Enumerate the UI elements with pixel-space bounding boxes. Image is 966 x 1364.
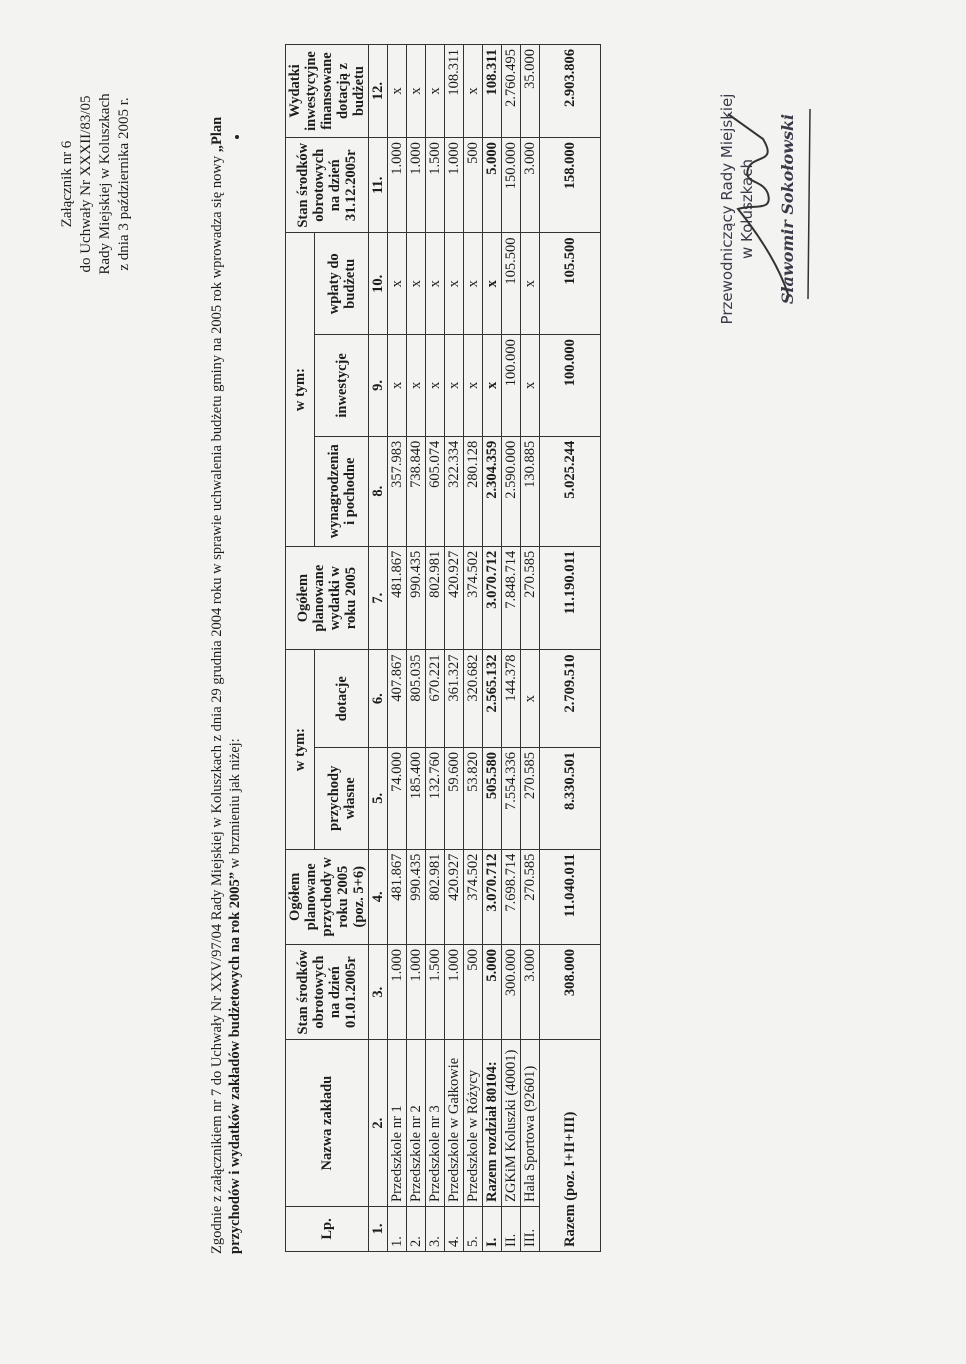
resolution-number: do Uchwały Nr XXXII/83/05 (78, 95, 94, 273)
row-cell-c7: 802.981 (426, 546, 445, 650)
total-cell-c7: 11.190.011 (540, 546, 601, 650)
row-cell-c9: x (426, 335, 445, 437)
row-cell-c9: x (388, 335, 407, 437)
row-cell-c7: 481.867 (388, 546, 407, 650)
row-name: Hala Sportowa (92601) (521, 1040, 540, 1207)
row-cell-c9: x (464, 335, 483, 437)
row-cell-c3: 5.000 (483, 944, 502, 1039)
col-inwestycje: inwestycje (315, 335, 369, 437)
attachment-header (58, 64, 134, 304)
table-row (407, 45, 426, 1252)
row-cell-c12: 35.000 (521, 45, 540, 138)
row-cell-c5: 270.585 (521, 747, 540, 849)
budget-plan-table (285, 44, 601, 1252)
row-cell-c11: 150.000 (502, 138, 521, 233)
total-cell-c10: 105.500 (540, 233, 601, 335)
signature-place: w Koluszkach (738, 158, 756, 260)
colnum: 1. (369, 1206, 388, 1251)
col-stan-end: Stan środków obrotowych na dzień 31.12.2005r (286, 138, 369, 233)
row-cell-c9: x (483, 335, 502, 437)
row-cell-c12: x (464, 45, 483, 138)
row-cell-c10: x (388, 233, 407, 335)
colnum: 5. (369, 747, 388, 849)
colnum: 9. (369, 335, 388, 437)
row-cell-c6: 361.327 (445, 650, 464, 747)
row-lp: 4. (445, 1206, 464, 1251)
row-cell-c5: 59.600 (445, 747, 464, 849)
colnum: 12. (369, 45, 388, 138)
table-row (464, 45, 483, 1252)
col-dotacje: dotacje (315, 650, 369, 747)
col-wplaty: wpłaty do budżetu (315, 233, 369, 335)
row-cell-c8: 2.304.359 (483, 436, 502, 546)
row-lp: III. (521, 1206, 540, 1251)
colnum: 6. (369, 650, 388, 747)
row-cell-c4: 374.502 (464, 849, 483, 944)
col-lp: Lp. (286, 1206, 369, 1251)
col-group-wydatki: w tym: (286, 233, 315, 546)
row-cell-c10: x (407, 233, 426, 335)
row-name: Przedszkole nr 3 (426, 1040, 445, 1207)
col-wydatki-total: Ogółem planowane wydatki w roku 2005 (286, 546, 369, 650)
row-cell-c4: 3.070.712 (483, 849, 502, 944)
row-cell-c3: 1.000 (388, 944, 407, 1039)
row-cell-c5: 7.554.336 (502, 747, 521, 849)
column-number-row (369, 45, 388, 1252)
row-cell-c3: 500 (464, 944, 483, 1039)
row-cell-c7: 420.927 (445, 546, 464, 650)
col-wydatki-inwest: Wydatki inwestycyjne finansowane dotacją z budżetu (286, 45, 369, 138)
row-cell-c11: 5.000 (483, 138, 502, 233)
row-cell-c7: 990.435 (407, 546, 426, 650)
row-cell-c6: 2.565.132 (483, 650, 502, 747)
intro-tail: w brzmieniu jak niżej: (227, 738, 243, 872)
col-przychody-total: Ogółem planowane przychody w roku 2005 (poz. 5+6) (286, 849, 369, 944)
table-row (521, 45, 540, 1252)
total-row (540, 45, 601, 1252)
row-cell-c8: 605.074 (426, 436, 445, 546)
row-cell-c11: 1.000 (445, 138, 464, 233)
colnum: 8. (369, 436, 388, 546)
row-cell-c6: 670.221 (426, 650, 445, 747)
row-cell-c10: x (464, 233, 483, 335)
row-cell-c11: 1.000 (407, 138, 426, 233)
colnum: 2. (369, 1040, 388, 1207)
col-przychody-wlasne: przychody własne (315, 747, 369, 849)
colnum: 7. (369, 546, 388, 650)
row-cell-c7: 374.502 (464, 546, 483, 650)
council-name: Rady Miejskiej w Koluszkach (97, 93, 113, 275)
total-label: Razem (poz. I+II+III) (540, 1040, 601, 1252)
row-cell-c10: x (426, 233, 445, 335)
row-cell-c9: x (521, 335, 540, 437)
row-cell-c10: x (483, 233, 502, 335)
row-cell-c5: 505.580 (483, 747, 502, 849)
colnum: 4. (369, 849, 388, 944)
row-cell-c12: 2.760.495 (502, 45, 521, 138)
row-cell-c9: 100.000 (502, 335, 521, 437)
row-cell-c3: 1.000 (407, 944, 426, 1039)
row-cell-c4: 420.927 (445, 849, 464, 944)
row-cell-c12: 108.311 (445, 45, 464, 138)
row-cell-c4: 481.867 (388, 849, 407, 944)
row-cell-c8: 130.885 (521, 436, 540, 546)
row-lp: 5. (464, 1206, 483, 1251)
table-row (388, 45, 407, 1252)
attachment-number: Załącznik nr 6 (59, 140, 75, 228)
plan-title: „Plan przychodów i wydatków zakładów budżetowych na rok 2005” (209, 116, 243, 1254)
row-cell-c12: 108.311 (483, 45, 502, 138)
row-cell-c4: 7.698.714 (502, 849, 521, 944)
colnum: 10. (369, 233, 388, 335)
total-cell-c12: 2.903.806 (540, 45, 601, 138)
colnum: 11. (369, 138, 388, 233)
row-cell-c12: x (426, 45, 445, 138)
row-cell-c10: x (521, 233, 540, 335)
table-row (483, 45, 502, 1252)
intro-paragraph (208, 74, 244, 1254)
row-cell-c11: 1.500 (426, 138, 445, 233)
row-cell-c11: 3.000 (521, 138, 540, 233)
row-cell-c12: x (388, 45, 407, 138)
total-cell-c8: 5.025.244 (540, 436, 601, 546)
row-lp: 3. (426, 1206, 445, 1251)
row-cell-c10: x (445, 233, 464, 335)
row-cell-c12: x (407, 45, 426, 138)
col-stan-start: Stan środków obrotowych na dzień 01.01.2005r (286, 944, 369, 1039)
row-cell-c11: 500 (464, 138, 483, 233)
signature-role: Przewodniczący Rady Miejskiej (718, 93, 736, 325)
table-row (426, 45, 445, 1252)
row-cell-c4: 802.981 (426, 849, 445, 944)
signature-name: Sławomir Sokołowski (778, 113, 797, 305)
intro-text: Zgodnie z załącznikiem nr 7 do Uchwały Nr XXV/97/04 Rady Miejskiej w Koluszkach z dnia 29 grudnia 2004 roku w sprawie uchwalenia budżetu gminy na 2005 rok wprowadza się nowy (209, 152, 225, 1254)
row-cell-c7: 7.848.714 (502, 546, 521, 650)
col-group-przychody: w tym: (286, 650, 315, 849)
row-name: Przedszkole nr 2 (407, 1040, 426, 1207)
row-cell-c6: 144.378 (502, 650, 521, 747)
row-cell-c8: 322.334 (445, 436, 464, 546)
row-cell-c5: 53.820 (464, 747, 483, 849)
row-cell-c3: 3.000 (521, 944, 540, 1039)
row-cell-c9: x (445, 335, 464, 437)
handwritten-signature (718, 104, 828, 304)
row-cell-c5: 185.400 (407, 747, 426, 849)
signature-block (718, 84, 797, 334)
col-name: Nazwa zakładu (286, 1040, 369, 1207)
row-name: Przedszkole nr 1 (388, 1040, 407, 1207)
row-lp: 1. (388, 1206, 407, 1251)
row-cell-c3: 1.000 (445, 944, 464, 1039)
colnum: 3. (369, 944, 388, 1039)
row-cell-c7: 3.070.712 (483, 546, 502, 650)
row-name: Przedszkole w Gałkowie (445, 1040, 464, 1207)
row-cell-c8: 357.983 (388, 436, 407, 546)
row-cell-c6: 320.682 (464, 650, 483, 747)
row-cell-c9: x (407, 335, 426, 437)
row-name: ZGKiM Koluszki (40001) (502, 1040, 521, 1207)
col-wynagrodzenia: wynagrodzenia i pochodne (315, 436, 369, 546)
row-cell-c8: 280.128 (464, 436, 483, 546)
row-cell-c3: 300.000 (502, 944, 521, 1039)
table-row (445, 45, 464, 1252)
scan-speck (235, 135, 239, 139)
resolution-date: z dnia 3 października 2005 r. (116, 97, 132, 271)
row-cell-c4: 990.435 (407, 849, 426, 944)
total-cell-c9: 100.000 (540, 335, 601, 437)
row-cell-c7: 270.585 (521, 546, 540, 650)
row-cell-c6: 407.867 (388, 650, 407, 747)
row-name: Przedszkole w Różycy (464, 1040, 483, 1207)
total-cell-c4: 11.040.011 (540, 849, 601, 944)
row-cell-c4: 270.585 (521, 849, 540, 944)
row-cell-c10: 105.500 (502, 233, 521, 335)
row-cell-c6: 805.035 (407, 650, 426, 747)
total-cell-c6: 2.709.510 (540, 650, 601, 747)
table-row (502, 45, 521, 1252)
row-cell-c11: 1.000 (388, 138, 407, 233)
row-lp: I. (483, 1206, 502, 1251)
row-cell-c3: 1.500 (426, 944, 445, 1039)
total-cell-c11: 158.000 (540, 138, 601, 233)
total-cell-c5: 8.330.501 (540, 747, 601, 849)
row-lp: II. (502, 1206, 521, 1251)
row-cell-c5: 74.000 (388, 747, 407, 849)
row-cell-c6: x (521, 650, 540, 747)
row-lp: 2. (407, 1206, 426, 1251)
row-cell-c8: 738.840 (407, 436, 426, 546)
total-cell-c3: 308.000 (540, 944, 601, 1039)
row-name: Razem rozdział 80104: (483, 1040, 502, 1207)
row-cell-c5: 132.760 (426, 747, 445, 849)
row-cell-c8: 2.590.000 (502, 436, 521, 546)
